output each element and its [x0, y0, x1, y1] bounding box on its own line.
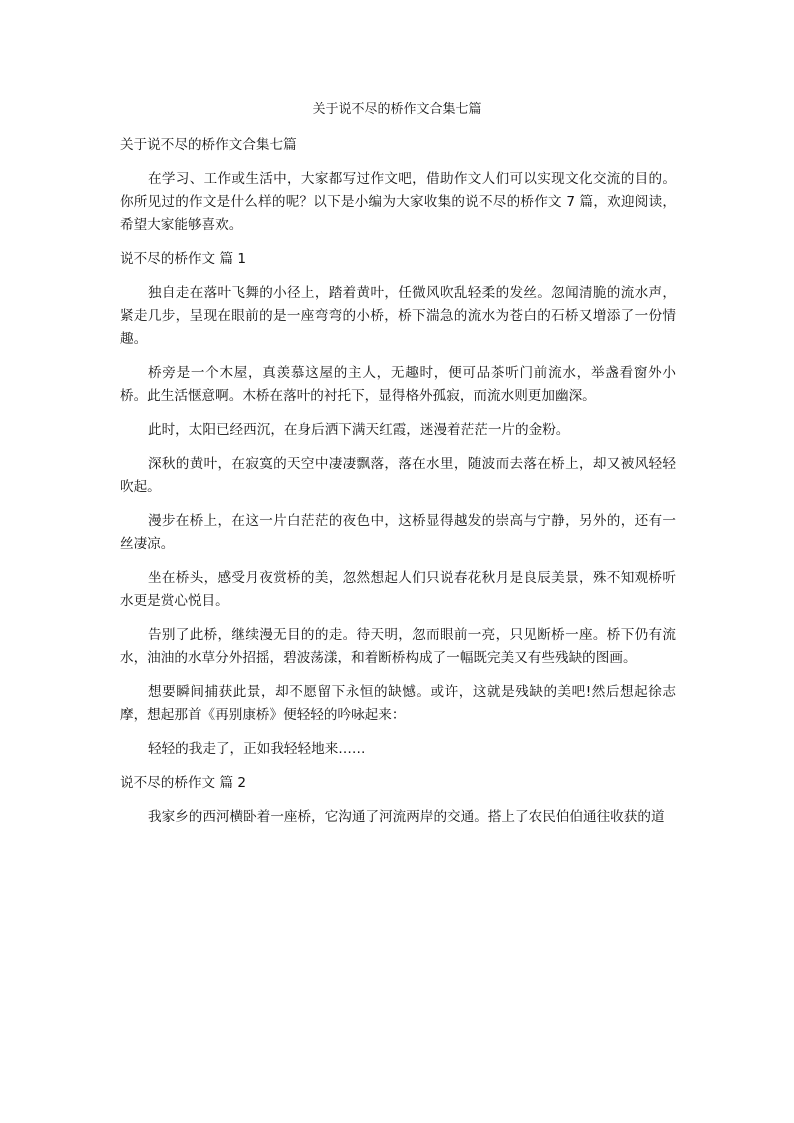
paragraph: 独自走在落叶飞舞的小径上，踏着黄叶，任微风吹乱轻柔的发丝。忽闻清脆的流水声，紧走几步，呈现在眼前的是一座弯弯的小桥，桥下湍急的流水为苍白的石桥又增添了一份情趣。 [120, 285, 676, 347]
paragraph: 漫步在桥上，在这一片白茫茫的夜色中，这桥显得越发的崇高与宁静，另外的，还有一丝凄凉。 [120, 513, 676, 552]
paragraph: 我家乡的西河横卧着一座桥，它沟通了河流两岸的交通。搭上了农民伯伯通往收获的道 [148, 809, 665, 825]
document-title: 关于说不尽的桥作文合集七篇 [312, 102, 482, 117]
paragraph: 深秋的黄叶，在寂寞的天空中凄凄飘落，落在水里，随波而去落在桥上，却又被风轻轻吹起。 [120, 456, 676, 495]
document-body [120, 134, 676, 840]
intro-paragraph: 在学习、工作或生活中，大家都写过作文吧，借助作文人们可以实现文化交流的目的。你所见过的作文是什么样的呢？以下是小编为大家收集的说不尽的桥作文 7 篇，欢迎阅读，希望大家能够喜欢。 [120, 171, 676, 233]
document-subtitle: 关于说不尽的桥作文合集七篇 [120, 137, 297, 153]
paragraph: 想要瞬间捕获此景，却不愿留下永恒的缺憾。或许，这就是残缺的美吧!然后想起徐志摩，想起那首《再别康桥》便轻轻的吟咏起来： [120, 684, 676, 723]
section-heading-1: 说不尽的桥作文 篇 1 [120, 251, 247, 267]
paragraph: 此时，太阳已经西沉，在身后洒下满天红霞，迷漫着茫茫一片的金粉。 [148, 422, 570, 438]
paragraph: 桥旁是一个木屋，真羡慕这屋的主人，无趣时，便可品茶听门前流水，举盏看窗外小桥。此生活惬意啊。木桥在落叶的衬托下，显得格外孤寂，而流水则更加幽深。 [120, 365, 676, 404]
poem-line: 轻轻的我走了，正如我轻轻地来…… [148, 741, 366, 757]
section-heading-2: 说不尽的桥作文 篇 2 [120, 775, 247, 791]
paragraph: 告别了此桥，继续漫无目的的走。待天明，忽而眼前一亮，只见断桥一座。桥下仍有流水，油油的水草分外招摇，碧波荡漾，和着断桥构成了一幅既完美又有些残缺的图画。 [120, 627, 676, 666]
paragraph: 坐在桥头，感受月夜赏桥的美，忽然想起人们只说春花秋月是良辰美景，殊不知观桥听水更是赏心悦目。 [120, 570, 676, 609]
